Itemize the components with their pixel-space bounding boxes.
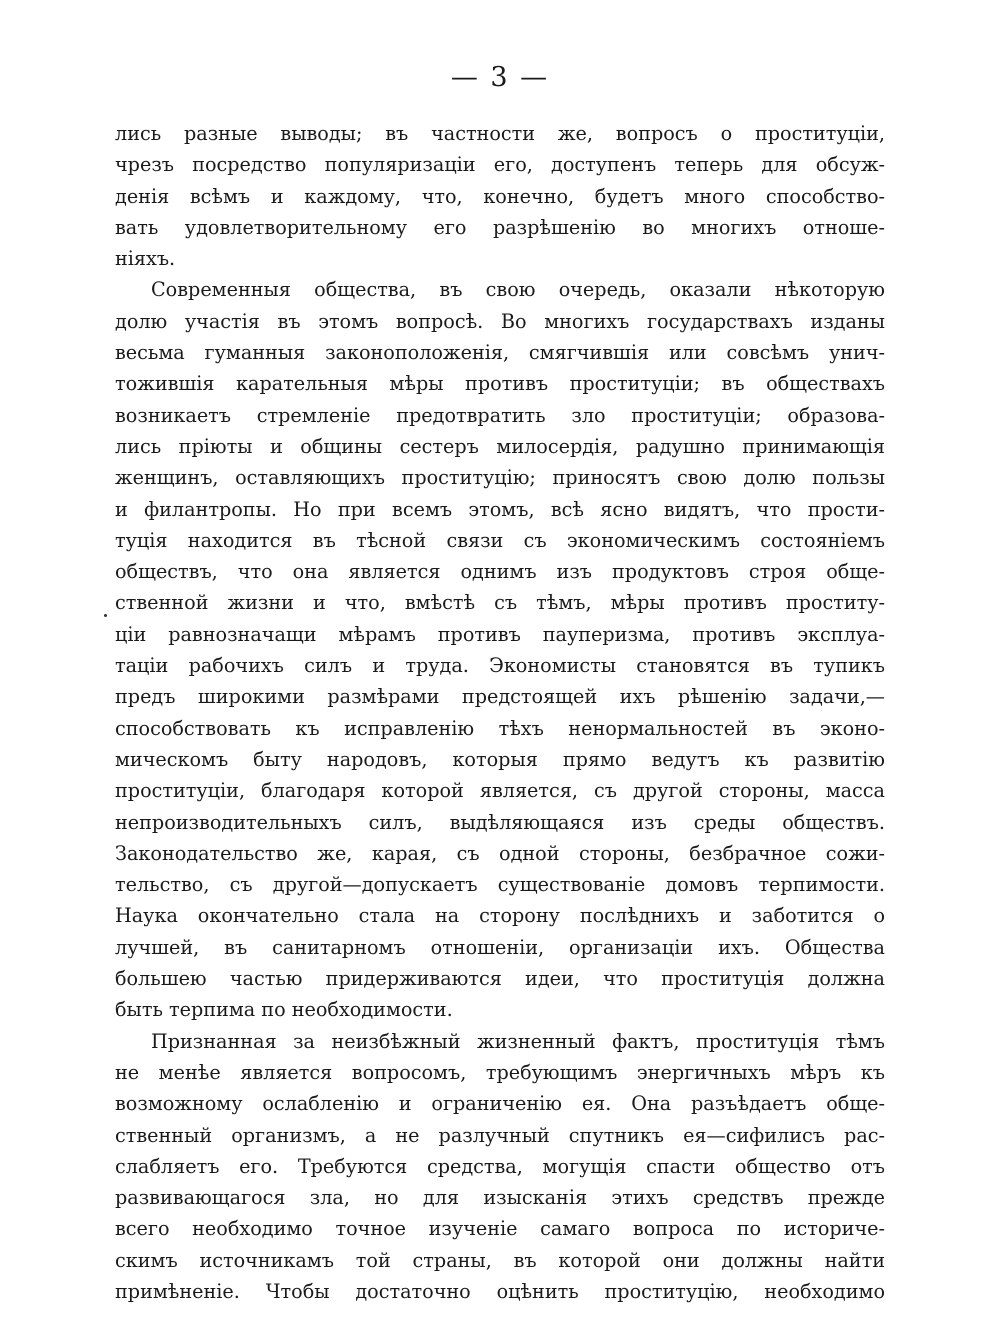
text-line: обществъ, что она является однимъ изъ продуктовъ строя обще- (115, 560, 885, 584)
text-line: лись пріюты и общины сестеръ милосердія, радушно принимающія (115, 434, 885, 458)
text-line: женщинъ, оставляющихъ проституцію; приносятъ свою долю пользы (115, 466, 885, 490)
text-line: ственной жизни и что, вмѣстѣ съ тѣмъ, мѣры противъ проститу- (115, 591, 885, 615)
paragraph-2 (115, 274, 885, 1025)
text-line: развивающагося зла, но для изысканія этихъ средствъ прежде (115, 1186, 885, 1210)
text-line: ніяхъ. (115, 247, 176, 271)
text-line: весьма гуманныя законоположенія, смягчившія или совсѣмъ унич- (115, 341, 885, 365)
text-line: лись разные выводы; въ частности же, вопросъ о проституціи, (115, 122, 885, 145)
page-number: — 3 — (450, 62, 550, 93)
text-line: туція находится въ тѣсной связи съ экономическимъ состояніемъ (115, 528, 885, 552)
text-line: тожившія карательныя мѣры противъ проституціи; въ обществахъ (115, 372, 885, 396)
text-line: непроизводительныхъ силъ, выдѣляющаяся изъ среды обществъ. (115, 810, 885, 834)
text-line: слабляетъ его. Требуются средства, могущія спасти общество отъ (115, 1154, 885, 1178)
text-line: Наука окончательно стала на сторону послѣднихъ и заботится о (115, 904, 885, 928)
text-line: не менѣе является вопросомъ, требующимъ энергичныхъ мѣръ къ (115, 1060, 885, 1084)
text-line: возникаетъ стремленіе предотвратить зло проституціи; образова- (115, 403, 885, 427)
text-line: скимъ источникамъ той страны, въ которой они должны найти (115, 1248, 885, 1272)
text-line: примѣненіе. Чтобы достаточно оцѣнить проституцію, необходимо (115, 1279, 885, 1303)
text-line: ственный организмъ, а не разлучный спутникъ ея—сифилисъ рас- (115, 1123, 885, 1147)
text-line: мическомъ быту народовъ, которыя прямо ведутъ къ развитію (115, 747, 885, 771)
text-line: чрезъ посредство популяризаціи его, доступенъ теперь для обсуж- (115, 153, 885, 177)
paragraph-3 (115, 1026, 885, 1308)
paragraph-1 (115, 118, 885, 274)
text-line: денія всѣмъ и каждому, что, конечно, будетъ много способство- (115, 184, 885, 208)
text-line: Современныя общества, въ свою очередь, оказали нѣкоторую (151, 278, 885, 302)
text-line: вать удовлетворительному его разрѣшенію во многихъ отноше- (115, 215, 885, 239)
text-line: долю участія въ этомъ вопросѣ. Во многихъ государствахъ изданы (115, 309, 885, 333)
text-line: и филантропы. Но при всемъ этомъ, всѣ ясно видятъ, что прости- (115, 497, 885, 521)
text-line: ціи равнозначащи мѣрамъ противъ пауперизма, противъ эксплуа- (115, 622, 885, 646)
text-line: лучшей, въ санитарномъ отношеніи, организаціи ихъ. Общества (115, 935, 885, 959)
text-line: тельство, съ другой—допускаетъ существованіе домовъ терпимости. (115, 873, 885, 897)
text-line: Законодательство же, карая, съ одной стороны, безбрачное сожи- (115, 841, 885, 865)
text-line: способствовать къ исправленію тѣхъ ненормальностей въ эконо- (115, 716, 885, 740)
text-line: большею частью придерживаются идеи, что проституція должна (115, 967, 885, 991)
text-line: проституціи, благодаря которой является, съ другой стороны, масса (115, 779, 885, 803)
text-line: возможному ослабленію и ограниченію ея. Она разъѣдаетъ обще- (115, 1092, 885, 1116)
text-line: таціи рабочихъ силъ и труда. Экономисты становятся въ тупикъ (115, 654, 885, 678)
text-line: быть терпима по необходимости. (115, 998, 453, 1022)
body-text (115, 118, 885, 1307)
text-line: всего необходимо точное изученіе самаго вопроса по историче- (115, 1217, 885, 1241)
text-line: Признанная за неизбѣжный жизненный фактъ, проституція тѣмъ (151, 1029, 885, 1053)
ink-speck (104, 614, 107, 617)
text-line: предъ широкими размѣрами предстоящей ихъ рѣшенію задачи,— (115, 685, 885, 709)
